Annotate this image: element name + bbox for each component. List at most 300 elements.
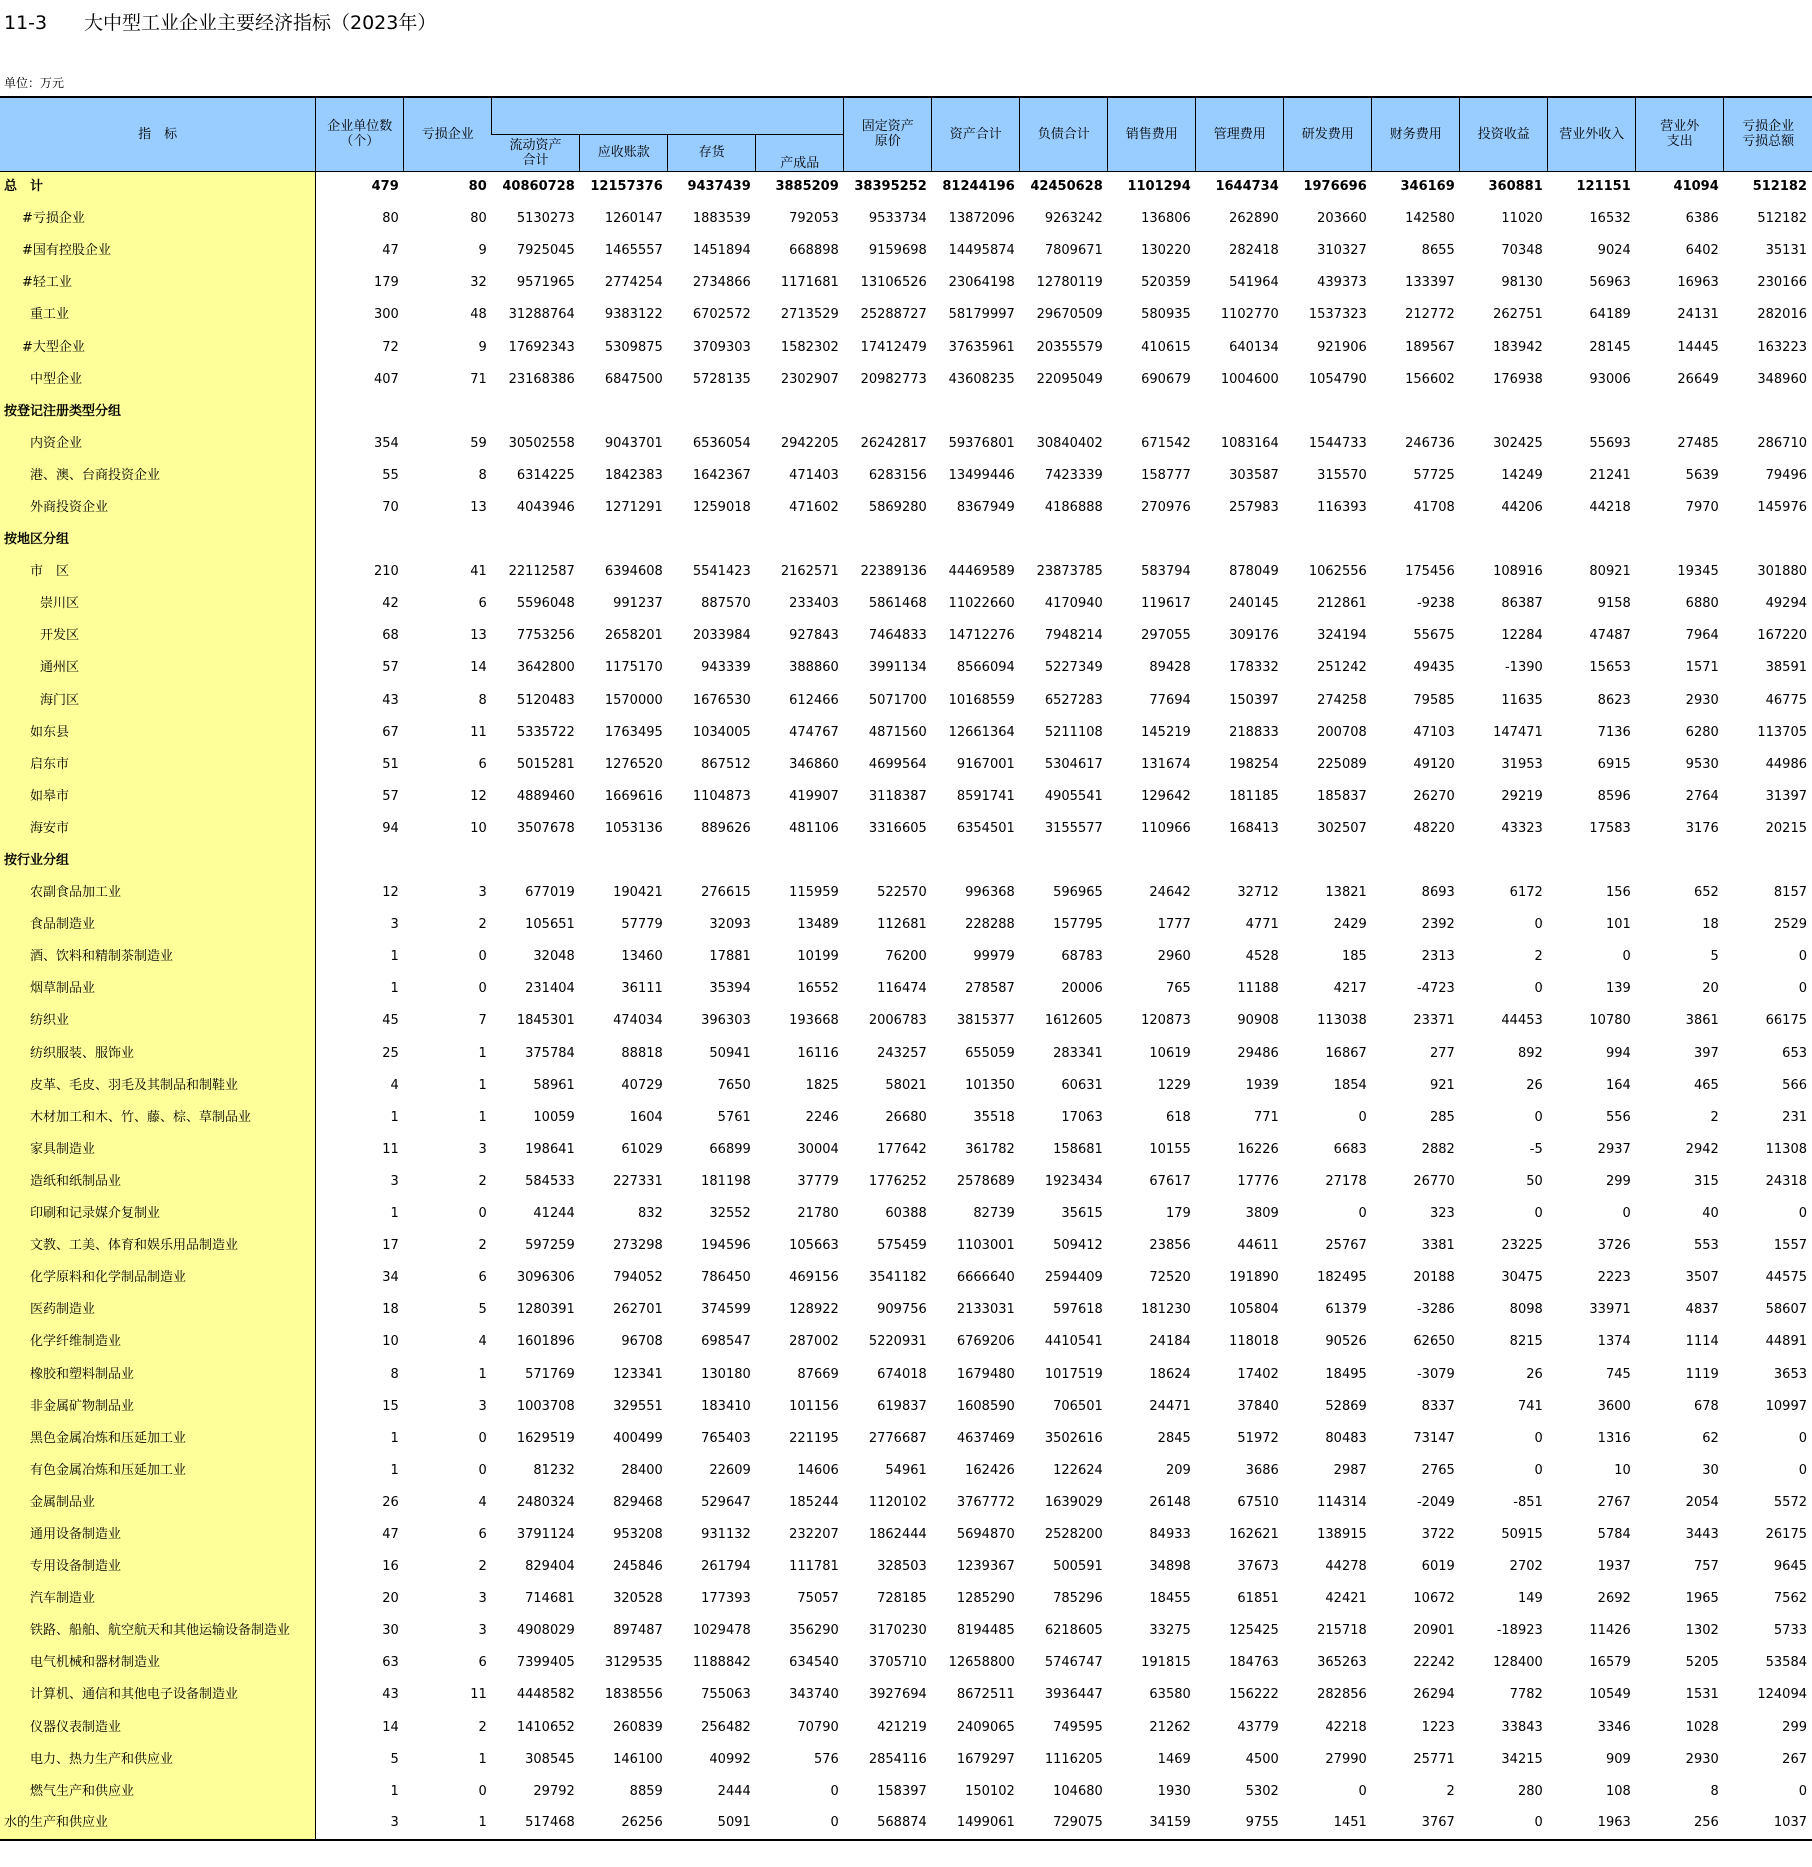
- cell-value: 13: [470, 499, 487, 515]
- cell-value: 597259: [525, 1238, 575, 1254]
- cell-value: 303587: [1229, 467, 1279, 483]
- cell-value: -3286: [1416, 1302, 1455, 1318]
- cell-value: 5733: [1773, 1623, 1807, 1639]
- cell-value: 32: [470, 275, 487, 291]
- cell-value: 471403: [789, 467, 839, 483]
- cell-value: 41708: [1413, 499, 1455, 515]
- cell-value: [1196, 845, 1284, 877]
- cell-value: [1108, 396, 1196, 428]
- cell-value: 1271291: [604, 499, 663, 515]
- cell-value: 55675: [1413, 628, 1455, 644]
- cell-value: 0: [1798, 949, 1807, 965]
- cell-value: 1: [478, 1045, 487, 1061]
- cell-value: 9755: [1196, 1808, 1284, 1840]
- cell-value: 31397: [1765, 788, 1807, 804]
- cell-value: 15: [382, 1398, 399, 1414]
- cell-value: 465: [1693, 1077, 1719, 1093]
- cell-value: 40860728: [502, 179, 575, 195]
- cell-value: 9024: [1597, 243, 1631, 259]
- row-label: #大型企业: [0, 331, 316, 363]
- cell-value: 1644734: [1215, 179, 1279, 195]
- cell-value: 1451894: [692, 243, 751, 259]
- cell-value: 360881: [1488, 179, 1543, 195]
- cell-value: 4: [478, 1494, 487, 1510]
- cell-value: 111781: [789, 1559, 839, 1575]
- cell-value: 230166: [1757, 275, 1807, 291]
- cell-value: 11188: [1237, 981, 1279, 997]
- cell-value: 20006: [1061, 981, 1103, 997]
- cell-value: 17: [382, 1238, 399, 1254]
- indicator-table: [0, 96, 1812, 1841]
- cell-value: 1571: [1685, 660, 1719, 676]
- cell-value: [668, 845, 756, 877]
- cell-value: 6: [478, 1270, 487, 1286]
- cell-value: 619837: [877, 1398, 927, 1414]
- cell-value: 7464833: [868, 628, 927, 644]
- cell-value: 1: [478, 1751, 487, 1767]
- row-label: 化学纤维制造业: [0, 1326, 316, 1358]
- cell-value: 2930: [1685, 1751, 1719, 1767]
- cell-value: 1939: [1245, 1077, 1279, 1093]
- cell-value: 42: [382, 596, 399, 612]
- cell-value: 181230: [1141, 1302, 1191, 1318]
- cell-value: 178332: [1229, 660, 1279, 676]
- cell-value: 2: [478, 917, 487, 933]
- cell-value: 315: [1693, 1173, 1719, 1189]
- cell-value: 1825: [805, 1077, 839, 1093]
- cell-value: 145976: [1757, 499, 1807, 515]
- cell-value: [932, 845, 1020, 877]
- row-label: 纺织服装、服饰业: [0, 1038, 316, 1070]
- cell-value: 16226: [1237, 1141, 1279, 1157]
- cell-value: 741: [1517, 1398, 1543, 1414]
- cell-value: 2444: [717, 1783, 751, 1799]
- cell-value: 5784: [1597, 1526, 1631, 1542]
- cell-value: 1374: [1597, 1334, 1631, 1350]
- cell-value: 5746747: [1044, 1655, 1103, 1671]
- cell-value: 4217: [1333, 981, 1367, 997]
- cell-value: [1284, 524, 1372, 556]
- cell-value: 227331: [613, 1173, 663, 1189]
- cell-value: 158681: [1053, 1141, 1103, 1157]
- cell-value: 1119: [1685, 1366, 1719, 1382]
- cell-value: 2774254: [604, 275, 663, 291]
- cell-value: 2987: [1333, 1462, 1367, 1478]
- cell-value: 182495: [1317, 1270, 1367, 1286]
- cell-value: 32093: [709, 917, 751, 933]
- cell-value: 16579: [1589, 1655, 1631, 1671]
- cell-value: 58607: [1765, 1302, 1807, 1318]
- cell-value: 60631: [1061, 1077, 1103, 1093]
- cell-value: 51: [382, 756, 399, 772]
- cell-value: 251242: [1317, 660, 1367, 676]
- cell-value: 51972: [1237, 1430, 1279, 1446]
- cell-value: 67: [382, 724, 399, 740]
- cell-value: 618: [1165, 1109, 1191, 1125]
- cell-value: 88818: [621, 1045, 663, 1061]
- cell-value: 0: [478, 1462, 487, 1478]
- table-row: [0, 652, 1812, 684]
- cell-value: 6880: [1685, 596, 1719, 612]
- cell-value: -4723: [1416, 981, 1455, 997]
- cell-value: 1: [390, 1783, 399, 1799]
- cell-value: 1604: [629, 1109, 663, 1125]
- header-financial-expenses: 财务费用: [1372, 97, 1460, 171]
- cell-value: 299: [1782, 1719, 1807, 1735]
- cell-value: 50915: [1501, 1526, 1543, 1542]
- table-row: [0, 813, 1812, 845]
- cell-value: 26175: [1765, 1526, 1807, 1542]
- cell-value: 47: [382, 1526, 399, 1542]
- table-row: [0, 941, 1812, 973]
- cell-value: [316, 524, 404, 556]
- cell-value: 29219: [1501, 788, 1543, 804]
- cell-value: 2942205: [780, 435, 839, 451]
- cell-value: 8566094: [956, 660, 1015, 676]
- cell-value: 5015281: [516, 756, 575, 772]
- cell-value: 105804: [1229, 1302, 1279, 1318]
- cell-value: 829404: [525, 1559, 575, 1575]
- cell-value: 26294: [1413, 1687, 1455, 1703]
- cell-value: 80: [470, 211, 487, 227]
- cell-value: 674018: [877, 1366, 927, 1382]
- cell-value: 40729: [621, 1077, 663, 1093]
- cell-value: 4637469: [956, 1430, 1015, 1446]
- cell-value: 1: [390, 981, 399, 997]
- cell-value: 20188: [1413, 1270, 1455, 1286]
- cell-value: 0: [1798, 1783, 1807, 1799]
- cell-value: 112681: [877, 917, 927, 933]
- cell-value: 114314: [1317, 1494, 1367, 1510]
- cell-value: 1499061: [932, 1808, 1020, 1840]
- cell-value: 2764: [1685, 788, 1719, 804]
- cell-value: 21262: [1149, 1719, 1191, 1735]
- cell-value: 10: [382, 1334, 399, 1350]
- cell-value: 1: [478, 1109, 487, 1125]
- cell-value: 96708: [621, 1334, 663, 1350]
- cell-value: 43608235: [948, 371, 1015, 387]
- cell-value: 324194: [1317, 628, 1367, 644]
- cell-value: 225089: [1317, 756, 1367, 772]
- cell-value: 8596: [1597, 788, 1631, 804]
- cell-value: 283341: [1053, 1045, 1103, 1061]
- cell-value: 70348: [1501, 243, 1543, 259]
- cell-value: 108916: [1493, 564, 1543, 580]
- cell-value: 11: [382, 1141, 399, 1157]
- cell-value: 0: [830, 1783, 839, 1799]
- cell-value: 23856: [1149, 1238, 1191, 1254]
- cell-value: 1838556: [604, 1687, 663, 1703]
- table-row: [0, 1326, 1812, 1358]
- cell-value: 34898: [1149, 1559, 1191, 1575]
- cell-value: 27485: [1677, 435, 1719, 451]
- cell-value: 6915: [1597, 756, 1631, 772]
- cell-value: 3722: [1421, 1526, 1455, 1542]
- cell-value: 1175170: [604, 660, 663, 676]
- cell-value: 45: [382, 1013, 399, 1029]
- cell-value: 2930: [1685, 692, 1719, 708]
- cell-value: 203660: [1317, 211, 1367, 227]
- cell-value: 22609: [709, 1462, 751, 1478]
- cell-value: 7948214: [1044, 628, 1103, 644]
- cell-value: 0: [1798, 981, 1807, 997]
- cell-value: 0: [1460, 1808, 1548, 1840]
- cell-value: [404, 845, 492, 877]
- cell-value: 183410: [701, 1398, 751, 1414]
- cell-value: 30475: [1501, 1270, 1543, 1286]
- cell-value: 7782: [1509, 1687, 1543, 1703]
- cell-value: [1460, 845, 1548, 877]
- cell-value: 1037: [1724, 1808, 1812, 1840]
- cell-value: 49294: [1765, 596, 1807, 612]
- cell-value: 13460: [621, 949, 663, 965]
- cell-value: 1: [390, 1206, 399, 1222]
- cell-value: -3079: [1416, 1366, 1455, 1382]
- cell-value: 354: [373, 435, 399, 451]
- cell-value: 6314225: [516, 467, 575, 483]
- cell-value: 3170230: [868, 1623, 927, 1639]
- cell-value: [1460, 396, 1548, 428]
- cell-value: 40: [1702, 1206, 1719, 1222]
- cell-value: 273298: [613, 1238, 663, 1254]
- cell-value: [844, 845, 932, 877]
- cell-value: 7399405: [516, 1655, 575, 1671]
- row-label: 化学原料和化学制品制造业: [0, 1262, 316, 1294]
- cell-value: 6847500: [604, 371, 663, 387]
- cell-value: 17412479: [860, 339, 927, 355]
- cell-value: 714681: [525, 1591, 575, 1607]
- cell-value: 32048: [533, 949, 575, 965]
- table-row: [0, 1358, 1812, 1390]
- cell-value: 80483: [1325, 1430, 1367, 1446]
- cell-value: 0: [478, 1430, 487, 1446]
- cell-value: 6769206: [956, 1334, 1015, 1350]
- cell-value: 110966: [1141, 820, 1191, 836]
- row-label: 酒、饮料和精制茶制造业: [0, 941, 316, 973]
- cell-value: 28400: [621, 1462, 663, 1478]
- cell-value: 80: [468, 179, 487, 195]
- table-row: [0, 1005, 1812, 1037]
- cell-value: 131674: [1141, 756, 1191, 772]
- cell-value: [1020, 396, 1108, 428]
- cell-value: 48: [470, 307, 487, 323]
- unit-label: 单位：万元: [4, 76, 65, 90]
- cell-value: 3118387: [868, 788, 927, 804]
- cell-value: [404, 524, 492, 556]
- cell-value: 2578689: [956, 1173, 1015, 1189]
- header-receivables: 应收账款: [580, 134, 668, 171]
- cell-value: 84933: [1149, 1526, 1191, 1542]
- cell-value: 23873785: [1036, 564, 1103, 580]
- row-label: 重工业: [0, 299, 316, 331]
- cell-value: 4448582: [516, 1687, 575, 1703]
- cell-value: 8859: [629, 1783, 663, 1799]
- cell-value: 56963: [1589, 275, 1631, 291]
- cell-value: 32712: [1237, 885, 1279, 901]
- cell-value: 785296: [1053, 1591, 1103, 1607]
- table-row: [0, 1583, 1812, 1615]
- cell-value: 43: [382, 692, 399, 708]
- cell-value: 3642800: [516, 660, 575, 676]
- cell-value: 2734866: [692, 275, 751, 291]
- cell-value: 5869280: [868, 499, 927, 515]
- cell-value: 17692343: [508, 339, 575, 355]
- cell-value: 116474: [877, 981, 927, 997]
- cell-value: 6386: [1685, 211, 1719, 227]
- cell-value: 262701: [613, 1302, 663, 1318]
- cell-value: 356290: [789, 1623, 839, 1639]
- cell-value: 29792: [533, 1783, 575, 1799]
- cell-value: 3: [478, 1591, 487, 1607]
- cell-value: 1679480: [956, 1366, 1015, 1382]
- row-label: 造纸和纸制品业: [0, 1166, 316, 1198]
- cell-value: 3653: [1773, 1366, 1807, 1382]
- cell-value: 2960: [1157, 949, 1191, 965]
- cell-value: 181198: [701, 1173, 751, 1189]
- cell-value: 12780119: [1036, 275, 1103, 291]
- cell-value: 44278: [1325, 1559, 1367, 1575]
- cell-value: 10619: [1149, 1045, 1191, 1061]
- cell-value: 300: [373, 307, 399, 323]
- header-admin-expenses: 管理费用: [1196, 97, 1284, 171]
- cell-value: 6280: [1685, 724, 1719, 740]
- cell-value: 991237: [613, 596, 663, 612]
- row-label: 金属制品业: [0, 1487, 316, 1519]
- cell-value: 6683: [1333, 1141, 1367, 1157]
- cell-value: 0: [756, 1808, 844, 1840]
- cell-value: 257983: [1229, 499, 1279, 515]
- header-total-loss: 亏损企业 亏损总额: [1724, 97, 1812, 171]
- cell-value: 193668: [789, 1013, 839, 1029]
- cell-value: 10672: [1413, 1591, 1455, 1607]
- row-label: 非金属矿物制品业: [0, 1391, 316, 1423]
- cell-value: 44469589: [948, 564, 1015, 580]
- cell-value: 175456: [1405, 564, 1455, 580]
- cell-value: 2: [478, 1559, 487, 1575]
- cell-value: 20215: [1765, 820, 1807, 836]
- cell-value: 35518: [973, 1109, 1015, 1125]
- cell-value: 4528: [1245, 949, 1279, 965]
- cell-value: 25: [382, 1045, 399, 1061]
- cell-value: 346169: [1400, 179, 1455, 195]
- cell-value: 50941: [709, 1045, 751, 1061]
- cell-value: 231404: [525, 981, 575, 997]
- cell-value: [1020, 845, 1108, 877]
- cell-value: 2882: [1421, 1141, 1455, 1157]
- cell-value: 76200: [885, 949, 927, 965]
- table-body: [0, 171, 1812, 1840]
- cell-value: 12: [382, 885, 399, 901]
- cell-value: 25771: [1413, 1751, 1455, 1767]
- cell-value: 3507: [1685, 1270, 1719, 1286]
- cell-value: 580935: [1141, 307, 1191, 323]
- cell-value: 19345: [1677, 564, 1719, 580]
- cell-value: [492, 396, 580, 428]
- cell-value: 3600: [1597, 1398, 1631, 1414]
- cell-value: 3815377: [956, 1013, 1015, 1029]
- cell-value: 2529: [1773, 917, 1807, 933]
- cell-value: [492, 524, 580, 556]
- cell-value: 164: [1605, 1077, 1631, 1093]
- cell-value: 67617: [1149, 1173, 1191, 1189]
- cell-value: 17063: [1061, 1109, 1103, 1125]
- cell-value: 150397: [1229, 692, 1279, 708]
- cell-value: 101: [1605, 917, 1631, 933]
- cell-value: 124094: [1757, 1687, 1807, 1703]
- cell-value: 2854116: [868, 1751, 927, 1767]
- cell-value: 5302: [1245, 1783, 1279, 1799]
- cell-value: 2313: [1421, 949, 1455, 965]
- cell-value: 27990: [1325, 1751, 1367, 1767]
- table-row: [0, 1134, 1812, 1166]
- cell-value: 566: [1782, 1077, 1807, 1093]
- row-label: 铁路、船舶、航空航天和其他运输设备制造业: [0, 1615, 316, 1647]
- cell-value: 522570: [877, 885, 927, 901]
- cell-value: 3936447: [1044, 1687, 1103, 1703]
- table-row: [0, 749, 1812, 781]
- cell-value: 308545: [525, 1751, 575, 1767]
- cell-value: 309176: [1229, 628, 1279, 644]
- cell-value: 3381: [1421, 1238, 1455, 1254]
- cell-value: 2054: [1685, 1494, 1719, 1510]
- cell-value: 1557: [1773, 1238, 1807, 1254]
- cell-value: 116393: [1317, 499, 1367, 515]
- table-row: [0, 1519, 1812, 1551]
- cell-value: 2942: [1685, 1141, 1719, 1157]
- cell-value: 315570: [1317, 467, 1367, 483]
- cell-value: 1842383: [604, 467, 663, 483]
- cell-value: 765403: [701, 1430, 751, 1446]
- cell-value: 280: [1517, 1783, 1543, 1799]
- cell-value: 3767: [1372, 1808, 1460, 1840]
- cell-value: 35131: [1765, 243, 1807, 259]
- cell-value: 24471: [1149, 1398, 1191, 1414]
- cell-value: 24642: [1149, 885, 1191, 901]
- cell-value: 5541423: [692, 564, 751, 580]
- cell-value: 98130: [1501, 275, 1543, 291]
- row-label: 按登记注册类型分组: [0, 396, 316, 428]
- cell-value: 158777: [1141, 467, 1191, 483]
- row-label: 如皋市: [0, 781, 316, 813]
- cell-value: 553: [1693, 1238, 1719, 1254]
- cell-value: 14712276: [948, 628, 1015, 644]
- cell-value: [316, 845, 404, 877]
- cell-value: 2033984: [692, 628, 751, 644]
- cell-value: 6402: [1685, 243, 1719, 259]
- cell-value: 80921: [1589, 564, 1631, 580]
- cell-value: 278587: [965, 981, 1015, 997]
- cell-value: 233403: [789, 596, 839, 612]
- cell-value: 150102: [965, 1783, 1015, 1799]
- cell-value: 5335722: [516, 724, 575, 740]
- cell-value: 0: [1622, 949, 1631, 965]
- cell-value: 2765: [1421, 1462, 1455, 1478]
- header-non-operating-expense: 营业外 支出: [1636, 97, 1724, 171]
- cell-value: 1103001: [956, 1238, 1015, 1254]
- cell-value: 3: [478, 885, 487, 901]
- cell-value: 5220931: [868, 1334, 927, 1350]
- cell-value: 75057: [797, 1591, 839, 1607]
- cell-value: 6218605: [1044, 1623, 1103, 1639]
- row-label: 崇川区: [0, 588, 316, 620]
- cell-value: 4837: [1685, 1302, 1719, 1318]
- cell-value: 0: [1798, 1462, 1807, 1478]
- cell-value: 189567: [1405, 339, 1455, 355]
- cell-value: 101156: [789, 1398, 839, 1414]
- row-label: 通用设备制造业: [0, 1519, 316, 1551]
- cell-value: 3176: [1685, 820, 1719, 836]
- cell-value: 24131: [1677, 307, 1719, 323]
